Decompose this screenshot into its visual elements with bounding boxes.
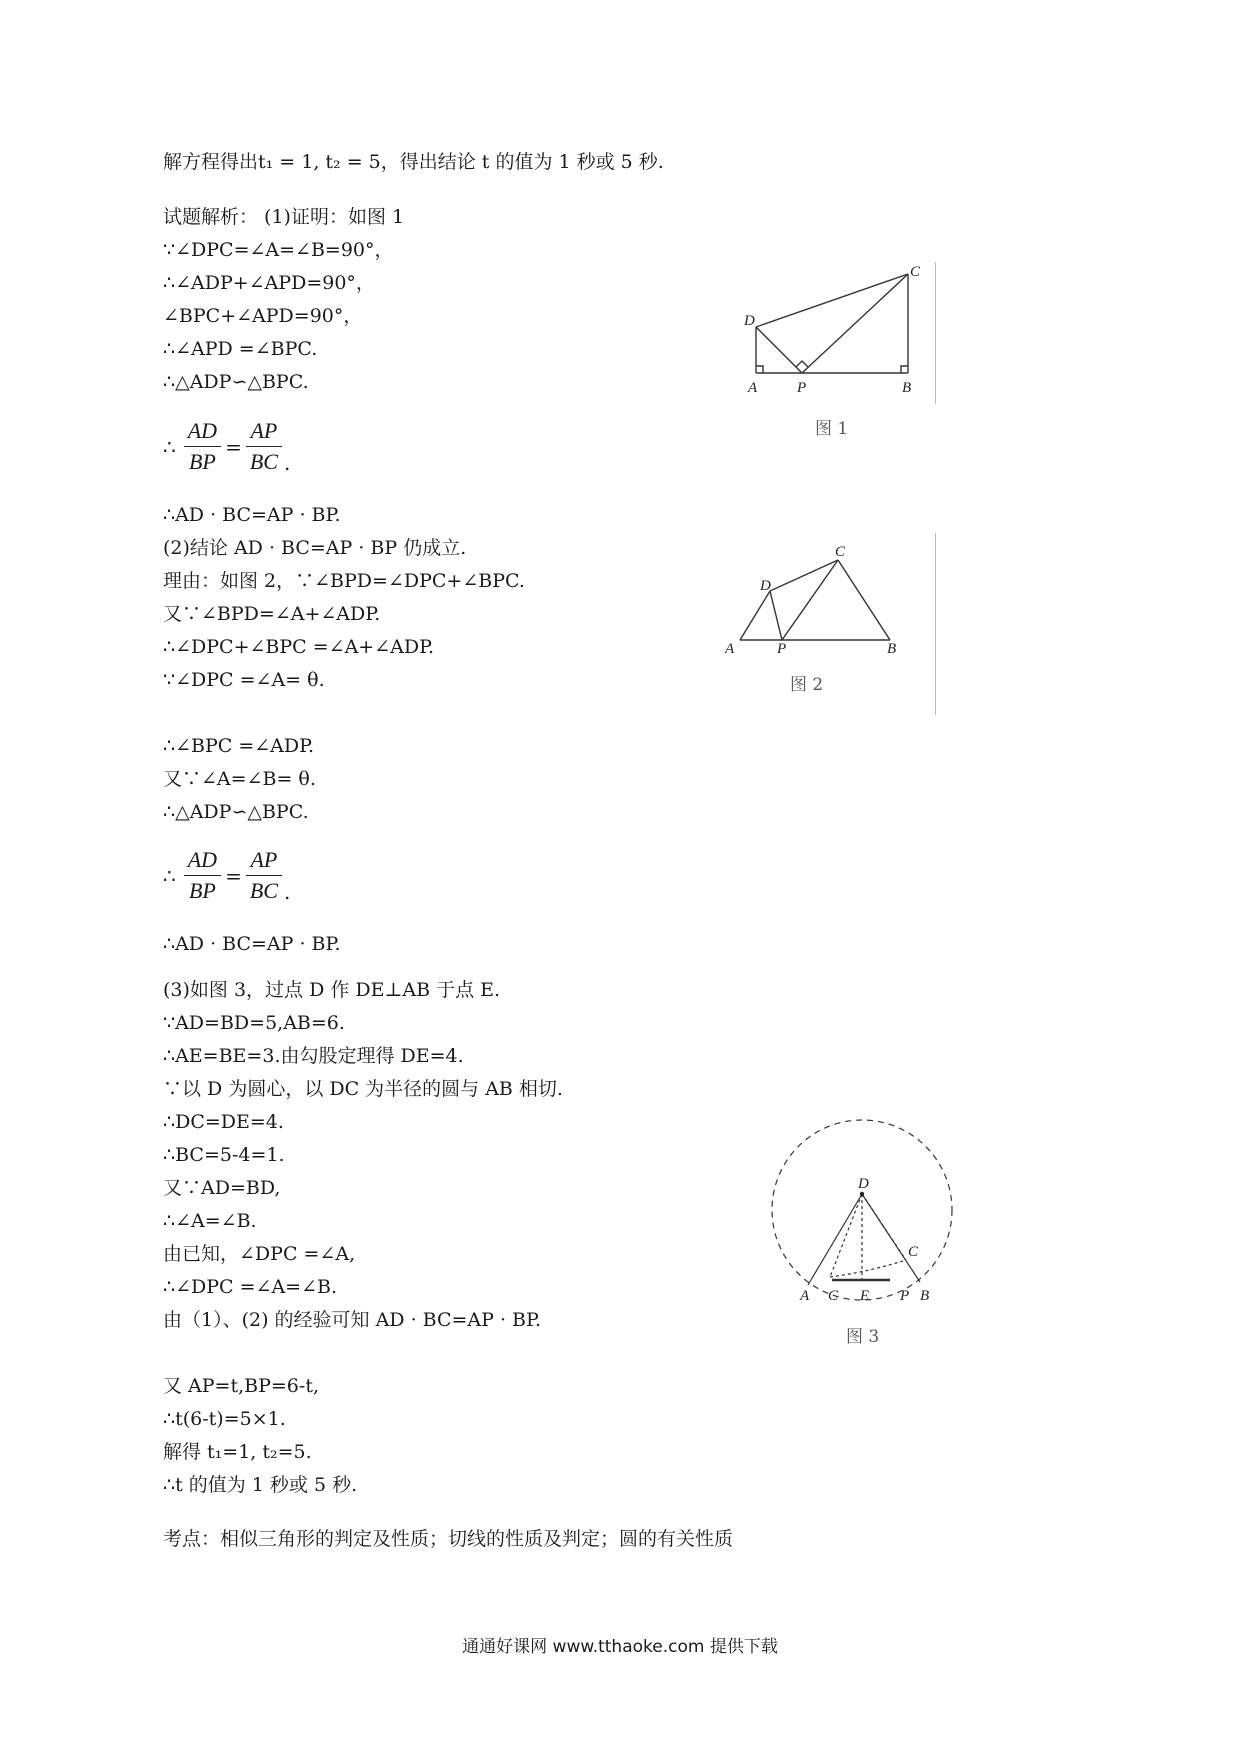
text-line: ∴AE=BE=3.由勾股定理得 DE=4. xyxy=(163,1045,464,1067)
equals-sign: = xyxy=(225,863,242,888)
text-line: ∴AD · BC=AP · BP. xyxy=(163,933,341,955)
period: . xyxy=(283,880,291,904)
figure-2 xyxy=(720,540,920,660)
text-line: (3)如图 3，过点 D 作 DE⊥AB 于点 E. xyxy=(163,979,501,1001)
text-line: ∴t(6-t)=5×1. xyxy=(163,1408,286,1430)
text-line: ∴∠BPC =∠ADP. xyxy=(163,735,315,757)
label-b: B xyxy=(887,641,897,657)
text-line: ∴△ADP∽△BPC. xyxy=(163,371,309,393)
fraction-denominator: BP xyxy=(188,449,216,474)
figure-3-caption: 图 3 xyxy=(846,1327,880,1347)
fraction-numerator: AD xyxy=(184,847,221,876)
fraction-ad-bp xyxy=(184,847,221,904)
label-d: D xyxy=(744,313,755,329)
label-c: C xyxy=(908,1244,919,1260)
fraction-numerator: AP xyxy=(246,847,282,876)
text-line: ∴△ADP∽△BPC. xyxy=(163,801,309,823)
therefore-symbol: ∴ xyxy=(163,434,176,459)
therefore-symbol: ∴ xyxy=(163,863,176,888)
label-p: P xyxy=(797,380,807,396)
fraction-denominator: BC xyxy=(249,449,278,474)
text-line: ∠BPC+∠APD=90°， xyxy=(163,305,363,327)
text-line: 理由：如图 2，∵∠BPD=∠DPC+∠BPC. xyxy=(163,570,525,592)
figure-2-diagram xyxy=(720,540,920,660)
label-c-lower: C xyxy=(828,1288,839,1304)
text-line: ∴∠APD =∠BPC. xyxy=(163,338,318,360)
label-a: A xyxy=(800,1288,810,1304)
text-line: ∴DC=DE=4. xyxy=(163,1111,284,1133)
label-a: A xyxy=(748,380,758,396)
text-line: ∴∠DPC =∠A=∠B. xyxy=(163,1276,338,1298)
equals-sign: = xyxy=(225,434,242,459)
figure-1-caption: 图 1 xyxy=(815,419,849,439)
text-line: ∵以 D 为圆心，以 DC 为半径的圆与 AB 相切. xyxy=(163,1078,563,1100)
divider xyxy=(935,533,936,715)
fraction-equation xyxy=(163,847,290,904)
fraction-ad-bp xyxy=(184,418,221,475)
text-line: 又 AP=t,BP=6-t, xyxy=(163,1375,319,1397)
text-line: 考点：相似三角形的判定及性质；切线的性质及判定；圆的有关性质 xyxy=(163,1528,734,1550)
fraction-equation xyxy=(163,418,290,475)
fraction-ap-bc xyxy=(246,418,282,475)
label-a: A xyxy=(725,641,735,657)
figure-1 xyxy=(740,258,940,408)
text-line: 又∵∠BPD=∠A+∠ADP. xyxy=(163,603,381,625)
text-line: ∴BC=5-4=1. xyxy=(163,1144,285,1166)
text-line: 试题解析： (1)证明：如图 1 xyxy=(163,206,405,228)
label-e: E xyxy=(860,1288,870,1304)
text-line: ∴AD · BC=AP · BP. xyxy=(163,504,341,526)
label-p: P xyxy=(900,1288,910,1304)
figure-3-diagram xyxy=(770,1090,970,1310)
text-line: 解得 t₁=1, t₂=5. xyxy=(163,1441,312,1463)
label-c: C xyxy=(910,264,921,280)
text-line: ∴∠ADP+∠APD=90°， xyxy=(163,272,375,294)
figure-3 xyxy=(770,1090,970,1310)
label-b: B xyxy=(920,1288,930,1304)
text-line: ∵AD=BD=5,AB=6. xyxy=(163,1012,345,1034)
text-line: 由已知，∠DPC =∠A, xyxy=(163,1243,356,1265)
fraction-denominator: BC xyxy=(249,878,278,903)
text-line: 由（1）、(2) 的经验可知 AD · BC=AP · BP. xyxy=(163,1309,541,1331)
text-line: 又∵AD=BD, xyxy=(163,1177,281,1199)
figure-2-caption: 图 2 xyxy=(790,675,824,695)
figure-1-diagram xyxy=(740,258,940,408)
label-c: C xyxy=(835,544,846,560)
fraction-ap-bc xyxy=(246,847,282,904)
footer-credit: 通通好课网 www.tthaoke.com 提供下载 xyxy=(462,1637,778,1657)
text-line: ∴∠A=∠B. xyxy=(163,1210,257,1232)
text-line: ∴t 的值为 1 秒或 5 秒. xyxy=(163,1474,358,1496)
label-p: P xyxy=(777,641,787,657)
text-line: 解方程得出t₁ = 1, t₂ = 5，得出结论 t 的值为 1 秒或 5 秒. xyxy=(163,151,664,173)
fraction-numerator: AD xyxy=(184,418,221,447)
fraction-denominator: BP xyxy=(188,878,216,903)
text-line: ∵∠DPC=∠A=∠B=90°， xyxy=(163,239,394,261)
text-line: ∵∠DPC =∠A= θ. xyxy=(163,669,325,691)
label-d: D xyxy=(858,1176,869,1192)
text-line: (2)结论 AD · BC=AP · BP 仍成立. xyxy=(163,537,467,559)
fraction-numerator: AP xyxy=(246,418,282,447)
period: . xyxy=(283,451,291,475)
label-d: D xyxy=(760,578,771,594)
text-line: 又∵∠A=∠B= θ. xyxy=(163,768,316,790)
label-b: B xyxy=(902,380,912,396)
text-line: ∴∠DPC+∠BPC =∠A+∠ADP. xyxy=(163,636,435,658)
